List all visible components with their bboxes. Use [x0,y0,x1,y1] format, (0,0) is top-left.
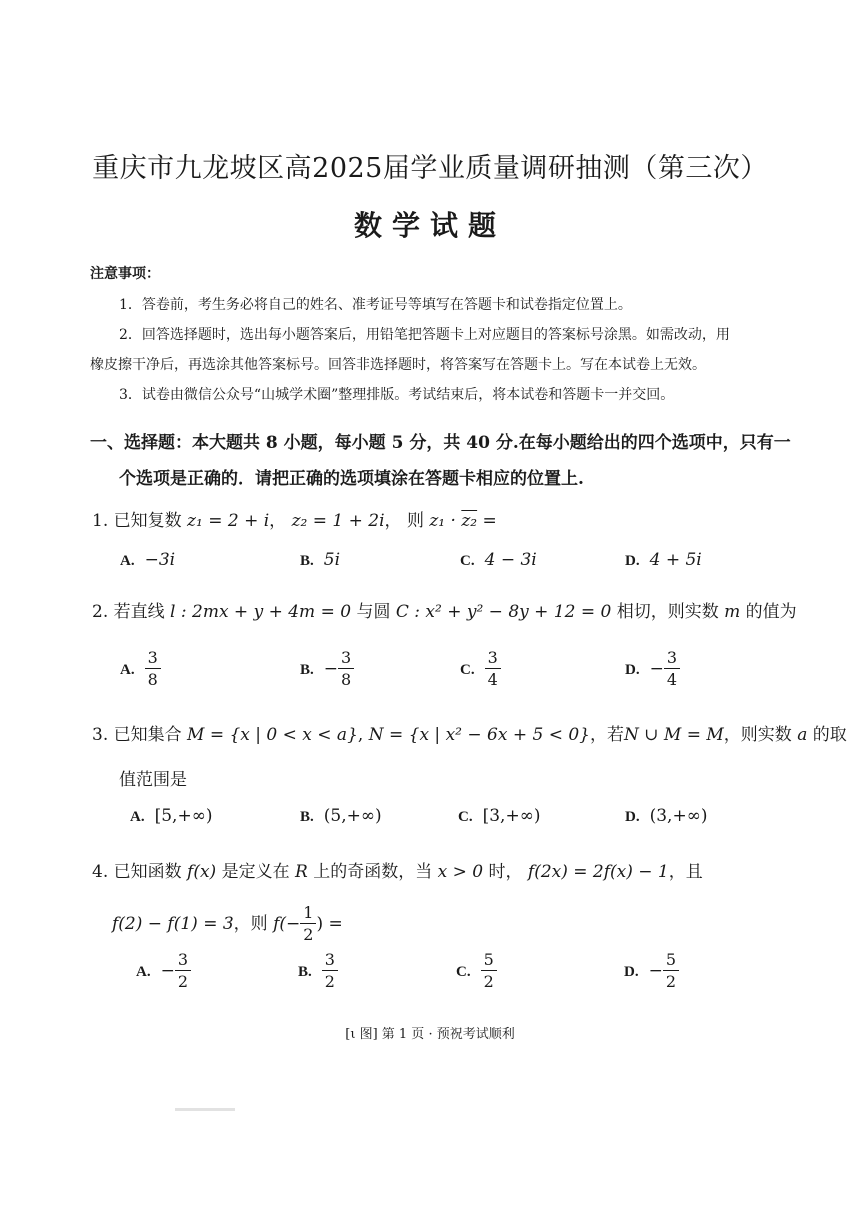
q2-option-d [625,648,680,691]
denominator: 2 [324,972,335,991]
fraction [485,648,501,691]
q4-given: f(2) − f(1) = 3 [112,914,234,934]
denominator: 2 [665,972,677,991]
q3-option-d [625,806,707,826]
sign: − [649,659,664,679]
q1-expr-conj: z₂ [461,511,478,531]
notice-item-1: 1．答卷前，考生务必将自己的姓名、准考证号等填写在答题卡和试卷指定位置上。 [119,297,632,313]
option-label: C. [460,662,475,678]
q2-var: m [724,602,741,622]
fraction [175,950,191,993]
q1-stem: 1. 已知复数 [92,511,182,531]
q4-fx: f(x) [187,862,217,882]
q1-then: 则 [406,511,424,531]
section-heading-cont: 个选项是正确的．请把正确的选项填涂在答题卡相应的位置上. [119,469,584,489]
q3-stem-c: ，则实数 [723,725,792,745]
sign: − [323,659,339,679]
numerator: 1 [300,903,316,924]
numerator: 3 [338,648,354,669]
option-label: B. [300,553,314,569]
numerator: 3 [322,950,338,971]
q4-option-b [298,950,338,993]
q2-circle-eq: C : x² + y² − 8y + 12 = 0 [395,602,612,622]
q1-option-d [625,550,702,570]
q4-eq: f(2x) = 2f(x) − 1 [527,862,669,882]
q4-then: ，则 [233,914,268,934]
sign: − [648,961,663,981]
denominator: 4 [487,670,498,689]
q4-cond: x > 0 [437,862,484,882]
exam-title: 重庆市九龙坡区高2025届学业质量调研抽测（第三次） [92,153,768,184]
q4-stem-b: 是定义在 [221,862,290,882]
q4-option-a [136,950,191,993]
question-3-cont: 值范围是 [119,770,187,790]
q1-expr-a: z₁ · [429,511,462,531]
option-label: A. [120,553,135,569]
option-value: (3,+∞) [649,806,708,826]
q2-stem-c: 相切，则实数 [616,602,719,622]
q2-stem-b: 与圆 [356,602,391,622]
numerator: 3 [664,648,680,669]
option-value: [3,+∞) [482,806,541,826]
option-label: C. [458,809,473,825]
q2-option-c [460,648,501,691]
option-value: [5,+∞) [154,806,213,826]
notice-heading: 注意事项： [90,266,160,282]
fraction [300,903,316,946]
q4-target-end: ) = [316,914,343,934]
denominator: 2 [303,925,314,944]
q3-var: a [797,725,808,745]
q3-option-a [130,806,212,826]
q3-set-m: M = {x | 0 < x < a} [187,725,358,745]
q4-stem-e: ，且 [668,862,703,882]
notice-item-2: 2．回答选择题时，选出每小题答案后，用铅笔把答题卡上对应题目的答案标号涂黑。如需改动，用 [119,327,730,343]
page-footer: [ι 图] 第 1 页 · 预祝考试顺利 [345,1027,515,1042]
question-2 [92,597,797,622]
option-label: D. [625,809,640,825]
q1-option-b [300,550,340,570]
subject-title: 数学试题 [353,209,506,242]
option-label: B. [298,964,312,980]
option-value: (5,+∞) [323,806,382,826]
option-label: B. [300,662,314,678]
q4-domain: R [295,862,308,882]
q4-option-c [456,950,497,993]
fraction [664,648,680,691]
q2-option-b [300,648,354,691]
q1-option-a [120,550,175,570]
scan-mark [175,1108,235,1111]
option-value: 4 + 5i [649,550,702,570]
fraction [145,648,161,691]
q3-option-b [300,806,382,826]
option-value: −3i [144,550,176,570]
q4-stem: 4. 已知函数 [92,862,182,882]
option-label: C. [456,964,471,980]
numerator: 5 [663,950,679,971]
fraction [663,950,679,993]
q4-target: f(− [273,914,301,934]
q2-stem: 2. 若直线 [92,602,165,622]
option-label: C. [460,553,475,569]
q1-expr-eq: = [477,511,497,531]
option-label: A. [130,809,145,825]
q4-stem-d: 时， [488,862,523,882]
numerator: 3 [175,950,191,971]
option-label: D. [625,553,640,569]
section-heading: 一、选择题：本大题共 8 小题，每小题 5 分，共 40 分.在每小题给出的四个选项中，只有一 [90,433,791,453]
option-value: 4 − 3i [484,550,537,570]
option-label: A. [136,964,151,980]
fraction [338,648,354,691]
q4-option-d [624,950,679,993]
denominator: 2 [483,972,494,991]
q1-z2: z₂ = 1 + 2i [291,511,385,531]
q2-line-eq: l : 2mx + y + 4m = 0 [170,602,352,622]
question-1: 1. 已知复数 z₁ = 2 + i， z₂ = 1 + 2i， 则 z₁ · z₂ = [92,511,497,531]
q3-cond: N ∪ M = M [623,725,724,745]
q3-stem: 3. 已知集合 [92,725,182,745]
fraction [322,950,338,993]
q2-stem-d: 的值为 [745,602,797,622]
question-3: 3. 已知集合 M = {x | 0 < x < a}, N = {x | x² − 6x + 5 < 0}，若N ∪ M = M，则实数 a 的取 [92,725,847,745]
question-4-cont [112,903,343,946]
q1-z1: z₁ = 2 + i [187,511,270,531]
q3-set-n: N = {x | x² − 6x + 5 < 0} [368,725,590,745]
denominator: 2 [177,972,189,991]
option-label: D. [624,964,639,980]
denominator: 8 [147,670,158,689]
numerator: 3 [145,648,161,669]
numerator: 3 [485,648,501,669]
q3-stem-d: 的取 [812,725,847,745]
q3-stem-b: ，若 [589,725,624,745]
sign: − [160,961,175,981]
denominator: 8 [341,670,352,689]
question-4 [92,857,703,882]
numerator: 5 [481,950,497,971]
q3-option-c [458,806,540,826]
q1-option-c [460,550,537,570]
denominator: 4 [666,670,678,689]
option-label: A. [120,662,135,678]
option-label: D. [625,662,640,678]
fraction [481,950,497,993]
option-label: B. [300,809,314,825]
q4-stem-c: 上的奇函数，当 [313,862,433,882]
notice-item-3: 3．试卷由微信公众号“山城学术圈”整理排版。考试结束后，将本试卷和答题卡一并交回。 [119,387,675,403]
notice-item-2-cont: 橡皮擦干净后，再选涂其他答案标号。回答非选择题时，将答案写在答题卡上。写在本试卷上无效。 [90,357,706,373]
option-value: 5i [323,550,341,570]
q2-option-a [120,648,161,691]
